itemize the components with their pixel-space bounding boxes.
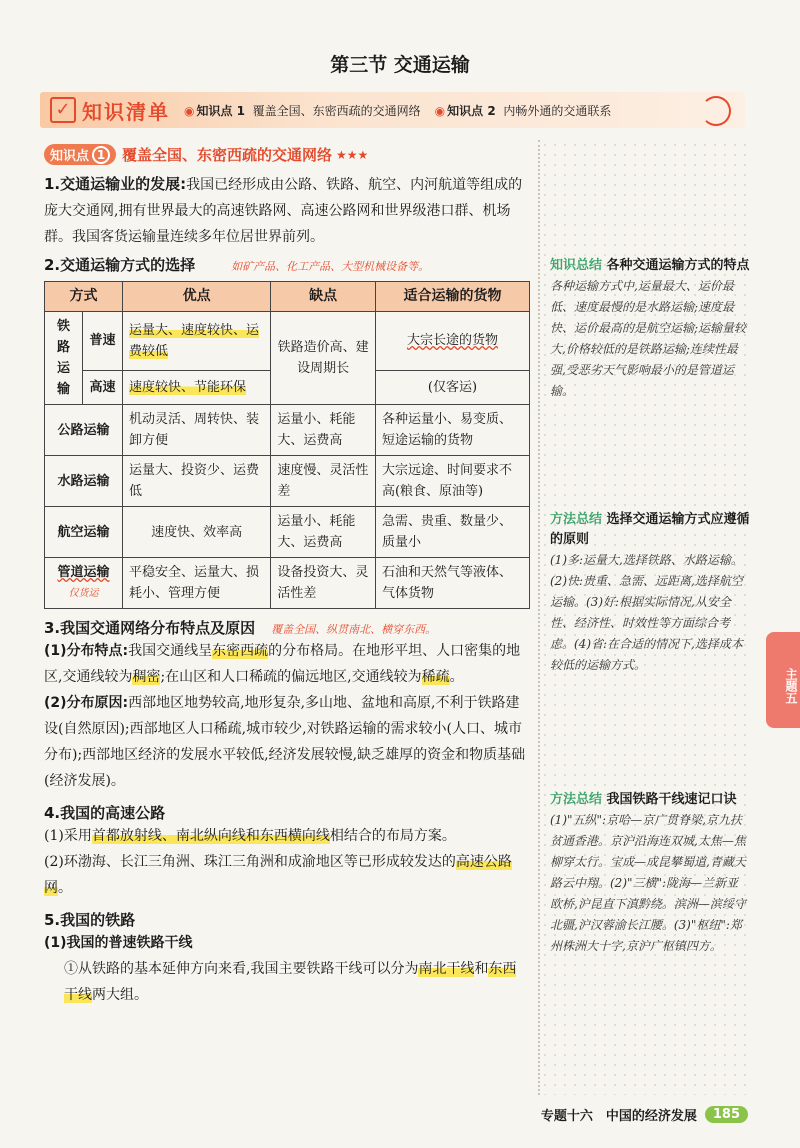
section-5-sub: (1)我国的普速铁路干线 [44,935,193,951]
checkmark-icon: ✓ [50,97,76,123]
banner-kp2: ◉ 知识点 2 内畅外通的交通联系 [434,103,612,118]
table-header: 缺点 [271,282,376,312]
summary-box-3: 方法总结 我国铁路干线速记口诀 (1)"五纵":京哈—京广贯脊梁,京九扶贫通香港。京沪沿海连双城,太焦—焦柳穿太行。宝成—成昆攀蜀道,青藏天路云中翔。(2)"三横":陇海—兰新亚欧桥,沪昆直下滇黔绕。滨洲—滨绥守北疆,沪汉蓉渝长江腰。(3)"枢纽":郑州株洲大十字,京沪广枢镇四方。 [550,792,746,953]
banner-title: 知识清单 [82,99,170,124]
section-3-p1: (1)分布特点:我国交通线呈东密西疏的分布格局。在地形平坦、人口密集的地区,交通线较为稠密;在山区和人口稀疏的偏远地区,交通线较为稀疏。 [44,643,521,685]
section-5-p: ①从铁路的基本延伸方向来看,我国主要铁路干线可以分为南北干线和东西干线两大组。 [64,961,517,1003]
section-4-p1: (1)采用首都放射线、南北纵向线和东西横向线相结合的布局方案。 [44,828,456,844]
bullet-icon: ◉ [184,103,195,118]
section-3-heading: 3.我国交通网络分布特点及原因 覆盖全国、纵贯南北、横穿东西。 [44,619,437,637]
table-row: 铁路运输 普速 运量大、速度较快、运费较低 铁路造价高、建设周期长 大宗长途的货物 [45,312,530,371]
section-2-heading: 2.交通运输方式的选择 如矿产品、化工产品、大型机械设备等。 [44,256,430,274]
section-3-p2: (2)分布原因:西部地区地势较高,地形复杂,多山地、盆地和高原,不利于铁路建设(自然原因);西部地区人口稀疏,城市较少,对铁路运输的需求较小(人口、城市分布);西部地区经济的发展水平较低,经济发展较慢,缺乏雄厚的资金和物质基础(经济发展)。 [44,695,526,789]
page-footer [541,1105,748,1124]
star-rating-icon: ★★★ [336,147,369,162]
table-row: 高速 速度较快、节能环保 (仅客运) [45,370,530,404]
table-header: 适合运输的货物 [375,282,529,312]
table-row: 航空运输 速度快、效率高 运量小、耗能大、运费高 急需、贵重、数量少、质量小 [45,507,530,558]
knowledge-point-heading [44,144,530,165]
footer-text: 专题十六 中国的经济发展 [540,1109,697,1124]
handwritten-note: 覆盖全国、纵贯南北、横穿东西。 [271,623,437,636]
tag-icon: 方法总结 [550,792,603,807]
handwritten-note: 如矿产品、化工产品、大型机械设备等。 [231,260,430,273]
section-1: 1.交通运输业的发展:我国已经形成由公路、铁路、航空、内河航道等组成的庞大交通网,拥有世界最大的高速铁路网、高速公路网和世界级港口群、机场群。我国客货运输量连续多年位居世界前列。 [44,175,523,245]
page-number: 185 [705,1106,748,1123]
page-title: 第三节 交通运输 [330,54,470,76]
theme-tab[interactable]: 主题五 [766,632,800,728]
knowledge-point-title: 覆盖全国、东密西疏的交通网络 [122,146,333,164]
swirl-decoration-icon [701,96,731,126]
section-4-heading: 4.我国的高速公路 [44,804,166,822]
tag-icon: 知识总结 [550,258,603,273]
banner-kp1: ◉ 知识点 1 覆盖全国、东密西疏的交通网络 [184,103,421,118]
main-column [44,140,530,1008]
knowledge-point-badge: 知识点 1 [44,144,116,165]
table-header: 方式 [45,282,123,312]
summary-box-2: 方法总结 选择交通运输方式应遵循的原则 (1)多:运量大,选择铁路、水路运输。(2)快:贵重、急需、远距离,选择航空运输。(3)好:根据实际情况,从安全性、经济性、时效性等方面综合考虑。(4)省:在合适的情况下,选择成本较低的运输方式。 [550,512,750,672]
table-header: 优点 [123,282,271,312]
sidebar-notes [538,140,750,1095]
section-4-p2: (2)环渤海、长江三角洲、珠江三角洲和成渝地区等已形成较发达的高速公路网。 [44,854,512,896]
transport-comparison-table [44,281,530,609]
section-5-heading: 5.我国的铁路 [44,911,136,929]
bullet-icon: ◉ [434,103,446,118]
tag-icon: 方法总结 [550,512,603,527]
knowledge-list-banner [40,92,745,128]
table-row: 管道运输 仅货运 平稳安全、运量大、损耗小、管理方便 设备投资大、灵活性差 石油和天然气等液体、气体货物 [45,558,530,609]
summary-box-1: 知识总结 各种交通运输方式的特点 各种运输方式中,运量最大、运价最低、速度最慢的是水路运输;速度最快、运价最高的是航空运输;运输量较大,价格较低的是铁路运输;连续性最强,受恶劣天气影响最小的是管道运输。 [550,258,750,398]
table-row: 水路运输 运量大、投资少、运费低 速度慢、灵活性差 大宗远途、时间要求不高(粮食、原油等) [45,456,530,507]
table-row: 公路运输 机动灵活、周转快、装卸方便 运量小、耗能大、运费高 各种运量小、易变质、短途运输的货物 [45,405,530,456]
